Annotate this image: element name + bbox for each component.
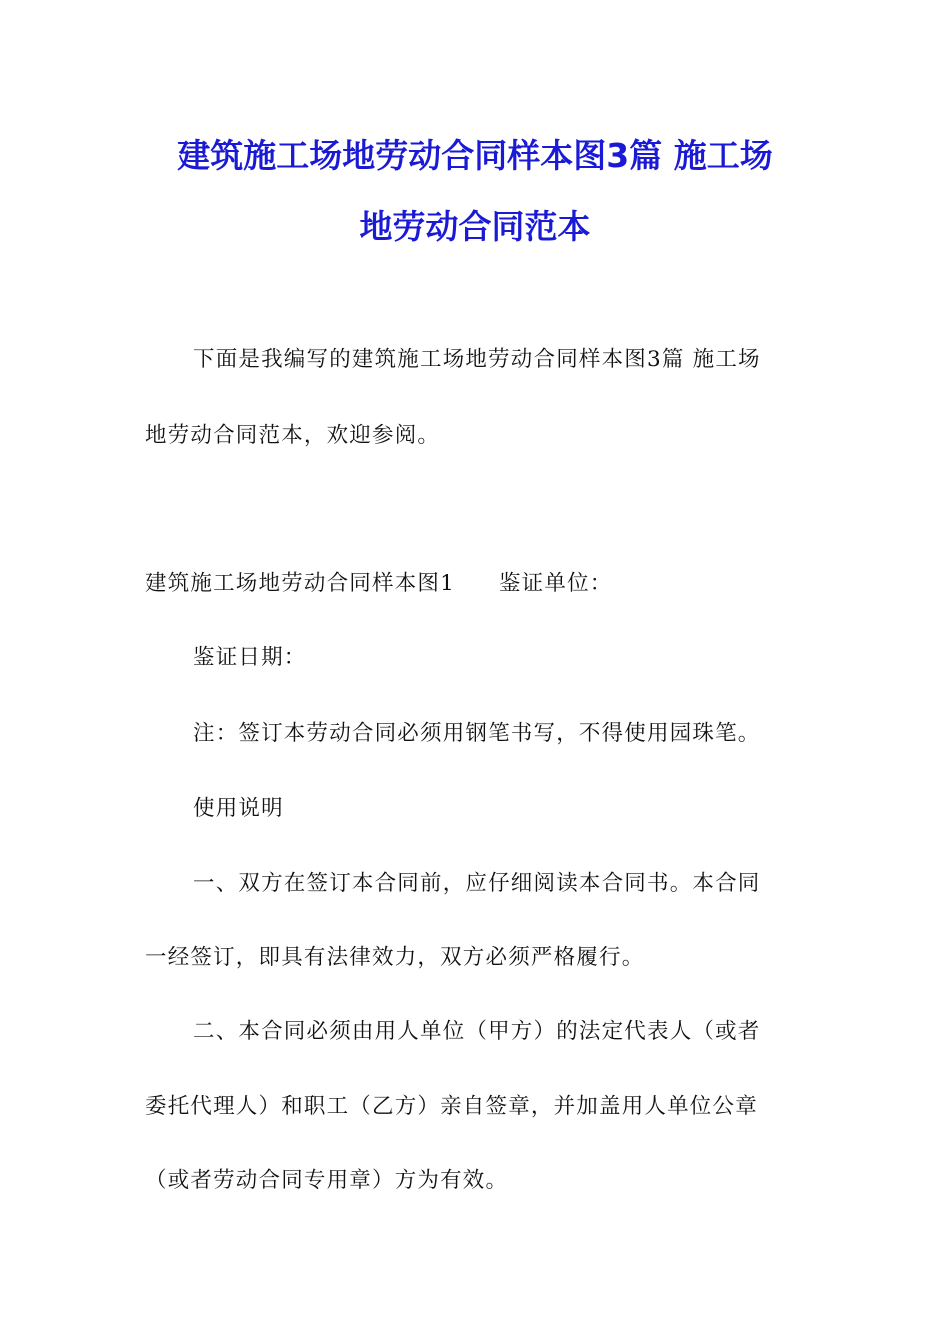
usage-item-2-line-3: （或者劳动合同专用章）方为有效。 <box>145 1168 509 1193</box>
verify-unit-label: 鉴证单位： <box>498 571 613 596</box>
usage-item-2-line-1: 二、本合同必须由用人单位（甲方）的法定代表人（或者 <box>193 1019 761 1044</box>
intro-line-2: 地劳动合同范本，欢迎参阅。 <box>145 423 441 448</box>
section-heading: 建筑施工场地劳动合同样本图1 <box>145 571 455 596</box>
note-text: 注：签订本劳动合同必须用钢笔书写，不得使用园珠笔。 <box>193 721 761 746</box>
usage-item-2-line-2: 委托代理人）和职工（乙方）亲自签章，并加盖用人单位公章 <box>145 1094 758 1119</box>
verify-date-label: 鉴证日期： <box>193 645 307 670</box>
document-title-line-2: 地劳动合同范本 <box>359 207 591 246</box>
usage-item-1-line-1: 一、双方在签订本合同前，应仔细阅读本合同书。本合同 <box>193 871 761 896</box>
usage-title: 使用说明 <box>193 796 284 821</box>
usage-item-1-line-2: 一经签订，即具有法律效力，双方必须严格履行。 <box>145 945 645 970</box>
document-title-line-1: 建筑施工场地劳动合同样本图3篇 施工场 <box>177 136 773 175</box>
section-heading-row <box>145 569 613 599</box>
intro-line-1: 下面是我编写的建筑施工场地劳动合同样本图3篇 施工场 <box>193 347 761 372</box>
